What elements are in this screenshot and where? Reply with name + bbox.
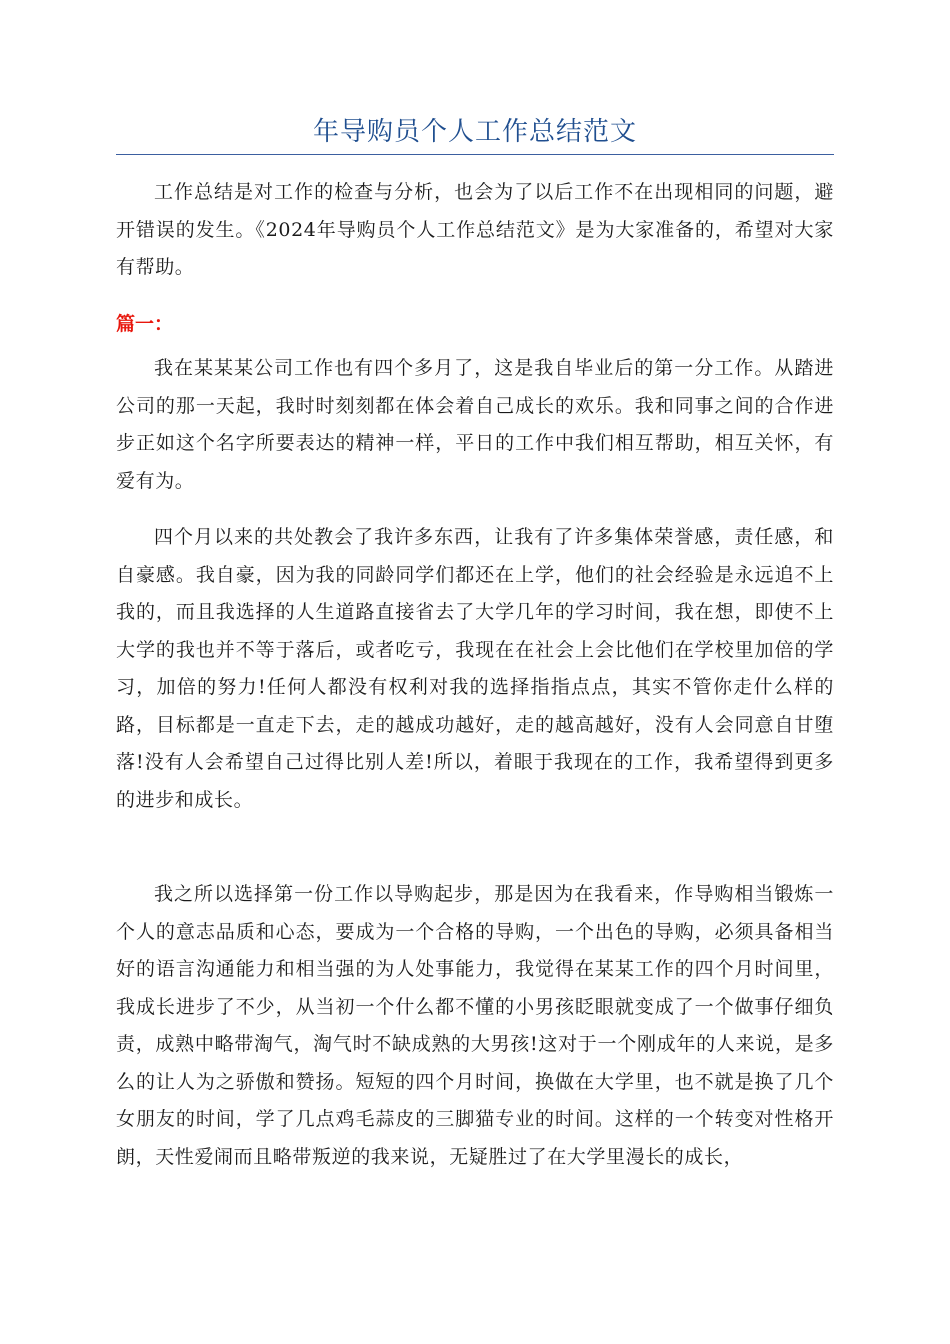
body-paragraph-1: 我在某某某公司工作也有四个多月了，这是我自毕业后的第一分工作。从踏进公司的那一天起，我时时刻刻都在体会着自己成长的欢乐。我和同事之间的合作进步正如这个名字所要表达的精神一样，平日的工作中我们相互帮助，相互关怀，有爱有为。 — [116, 357, 834, 492]
intro-paragraph: 工作总结是对工作的检查与分析，也会为了以后工作不在出现相同的问题，避开错误的发生。《2024年导购员个人工作总结范文》是为大家准备的，希望对大家有帮助。 — [116, 181, 834, 278]
body-paragraph-3: 我之所以选择第一份工作以导购起步，那是因为在我看来，作导购相当锻炼一个人的意志品质和心态，要成为一个合格的导购，一个出色的导购，必须具备相当好的语言沟通能力和相当强的为人处事能力，我觉得在某某工作的四个月时间里，我成长进步了不少，从当初一个什么都不懂的小男孩眨眼就变成了一个做事仔细负责，成熟中略带淘气，淘气时不缺成熟的大男孩!这对于一个刚成年的人来说，是多么的让人为之骄傲和赞扬。短短的四个月时间，换做在大学里，也不就是换了几个女朋友的时间，学了几点鸡毛蒜皮的三脚猫专业的时间。这样的一个转变对性格开朗，天性爱闹而且略带叛逆的我来说，无疑胜过了在大学里漫长的成长， — [116, 883, 834, 1168]
body-paragraph-2: 四个月以来的共处教会了我许多东西，让我有了许多集体荣誉感，责任感，和自豪感。我自豪，因为我的同龄同学们都还在上学，他们的社会经验是永远追不上我的，而且我选择的人生道路直接省去了大学几年的学习时间，我在想，即使不上大学的我也并不等于落后，或者吃亏，我现在在社会上会比他们在学校里加倍的学习，加倍的努力!任何人都没有权利对我的选择指指点点，其实不管你走什么样的路，目标都是一直走下去，走的越成功越好，走的越高越好，没有人会同意自甘堕落!没有人会希望自己过得比别人差!所以，着眼于我现在的工作，我希望得到更多的进步和成长。 — [116, 526, 834, 811]
section-heading: 篇一： — [116, 313, 174, 335]
document-title: 年导购员个人工作总结范文 — [312, 117, 637, 147]
title-underline — [116, 154, 834, 155]
